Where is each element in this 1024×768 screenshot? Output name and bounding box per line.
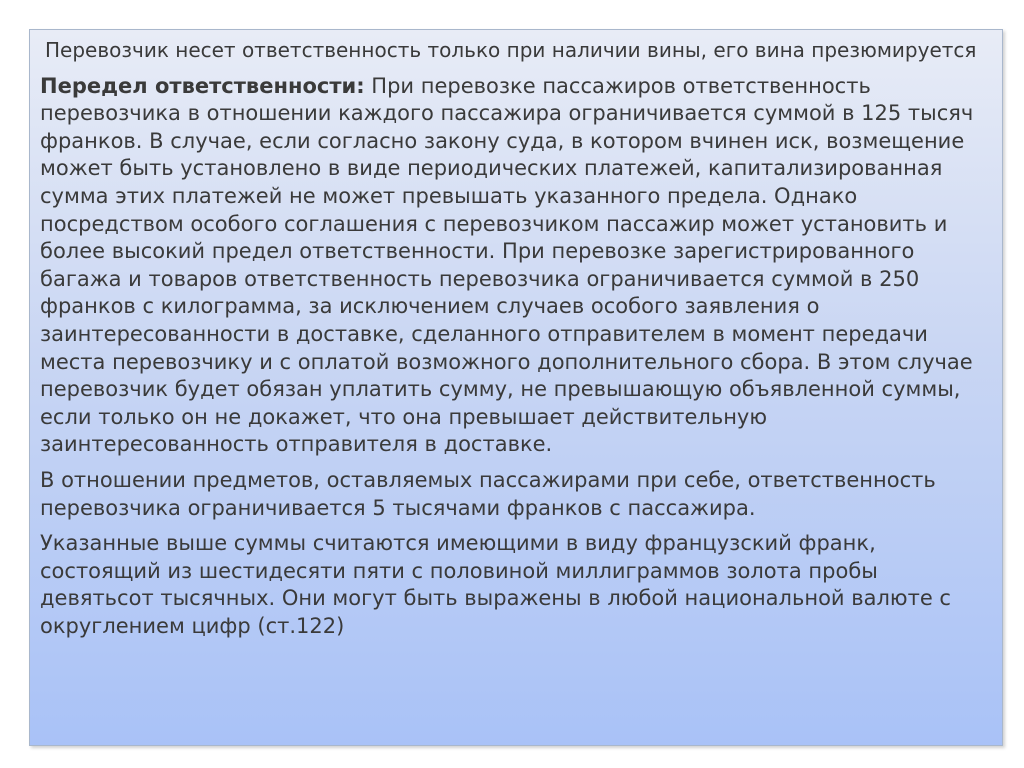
paragraph-title: Передел ответственности: (40, 73, 365, 98)
paragraph-text: Указанные выше суммы считаются имеющими в виду французский франк, состоящий из шестидесяти пяти с половиной миллиграммов золота пробы девятьсот тысячных. Они могут быть выражены в любой национальной валюте с округлением цифр (ст.122) (40, 531, 951, 638)
paragraph-currency-note (40, 530, 990, 640)
content-text-box (29, 29, 1003, 746)
paragraph-text: В отношении предметов, оставляемых пассажирами при себе, ответственность перевозчика ограничивается 5 тысячами франков с пассажира. (40, 467, 936, 520)
paragraph-text: Перевозчик несет ответственность только при наличии вины, его вина презюмируется (45, 38, 977, 62)
paragraph-liability-limit (40, 73, 990, 459)
paragraph-presumption-of-fault (40, 37, 990, 65)
paragraph-carry-on-items (40, 467, 990, 522)
paragraph-text: При перевозке пассажиров ответственность перевозчика в отношении каждого пассажира ограничивается суммой в 125 тысяч франков. В случае, если согласно закону суда, в котором вчинен иск, возмещение может быть установлено в виде периодических платежей, капитализированная сумма этих платежей не может превышать указанного предела. Однако посредством особого соглашения с перевозчиком пассажир может установить и более высокий предел ответственности. При перевозке зарегистрированного багажа и товаров ответственность перевозчика ограничивается суммой в 250 франков с килограмма, за исключением случаев особого заявления о заинтересованности в доставке, сделанного отправителем в момент передачи места перевозчику и с оплатой возможного дополнительного сбора. В этом случае перевозчик будет обязан уплатить сумму, не превышающую объявленной суммы, если только он не докажет, что она превышает действительную заинтересованность отправителя в доставке. (40, 73, 974, 457)
